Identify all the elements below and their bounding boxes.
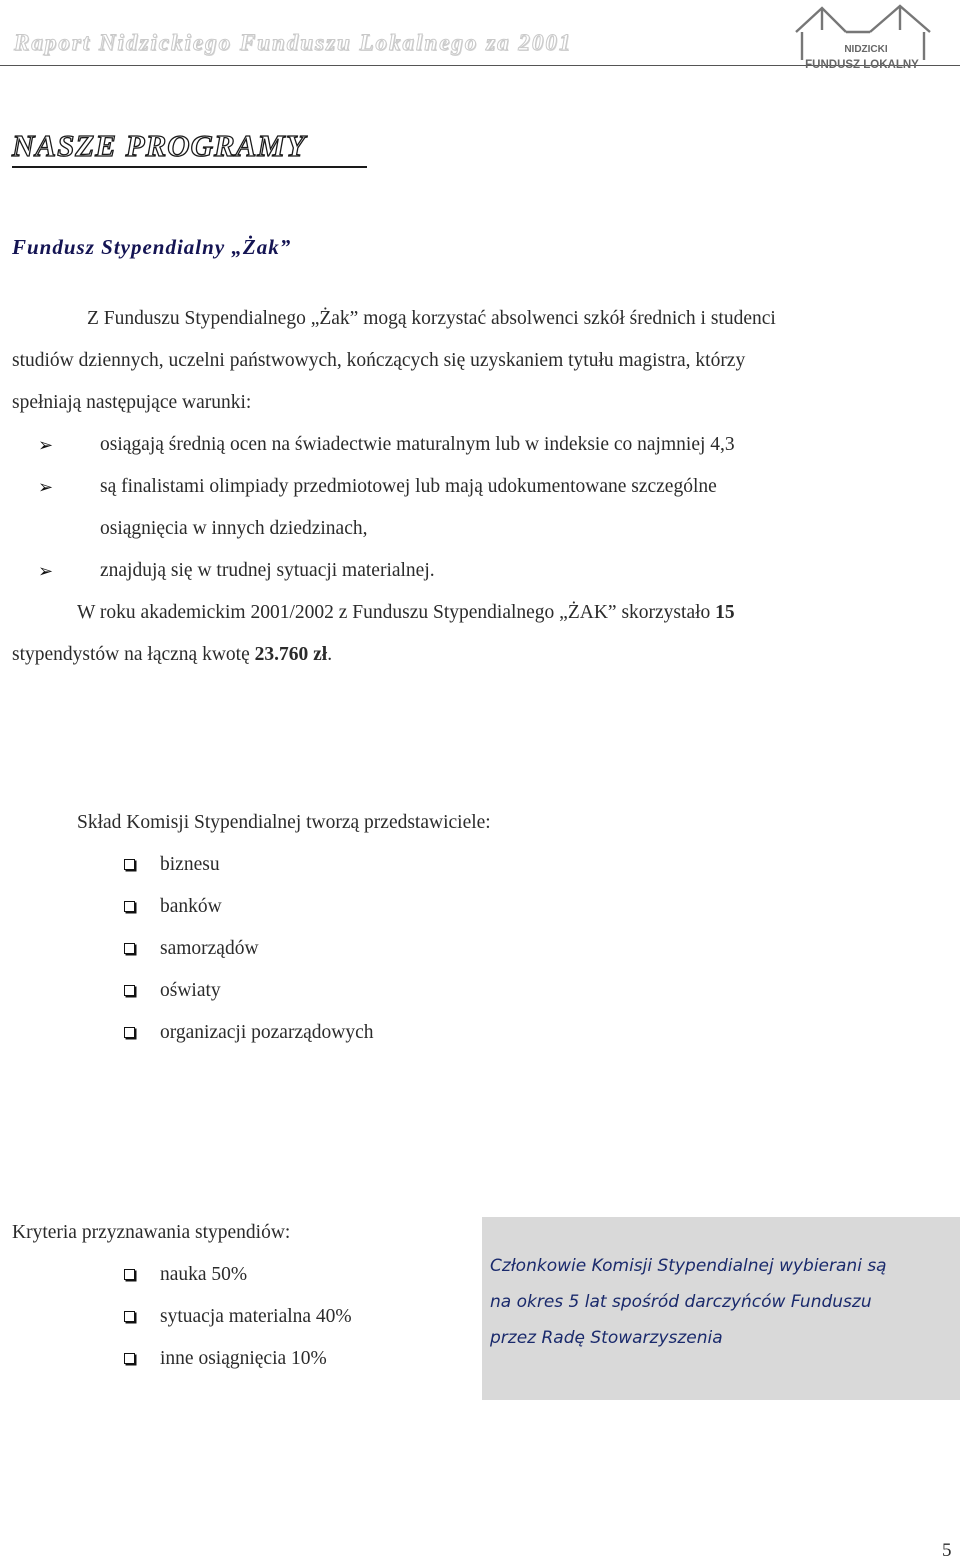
committee-heading: Skład Komisji Stypendialnej tworzą przedstawiciele:	[77, 812, 491, 833]
scholarship-count: 15	[715, 602, 735, 623]
section-title: NASZE PROGRAMY	[12, 128, 306, 163]
summary-text-2: stypendystów na łączną kwotę	[12, 644, 255, 665]
intro-line-3: spełniają następujące warunki:	[12, 392, 252, 413]
committee-item: biznesu	[160, 854, 220, 875]
logo-text-2: FUNDUSZ LOKALNY	[805, 59, 919, 70]
summary-line-2: stypendystów na łączną kwotę 23.760 zł.	[12, 644, 333, 665]
criteria-item: sytuacja materialna 40%	[160, 1306, 352, 1327]
committee-item: organizacji pozarządowych	[160, 1022, 374, 1043]
criteria-item: nauka 50%	[160, 1264, 248, 1285]
checkbox-bullet-icon	[124, 859, 135, 870]
checkbox-bullet-icon	[124, 901, 135, 912]
logo-text-1: NIDZICKI	[844, 44, 888, 55]
summary-line-1	[77, 592, 735, 634]
summary-text: W roku akademickim 2001/2002 z Funduszu Stypendialnego „ŻAK” skorzystało	[77, 602, 716, 623]
program-subtitle: Fundusz Stypendialny „Żak”	[12, 235, 292, 259]
condition-2-continued: osiągnięcia w innych dziedzinach,	[100, 518, 368, 539]
checkbox-bullet-icon	[124, 943, 135, 954]
section-title-underline	[12, 166, 367, 168]
condition-1: osiągają średnią ocen na świadectwie maturalnym lub w indeksie co najmniej 4,3	[100, 434, 735, 455]
checkbox-bullet-icon	[124, 1269, 135, 1280]
condition-3: znajdują się w trudnej sytuacji materialnej.	[100, 560, 435, 581]
checkbox-bullet-icon	[124, 1353, 135, 1364]
page-number: 5	[942, 1540, 952, 1561]
total-amount: 23.760 zł	[254, 644, 328, 665]
note-line-3: przez Radę Stowarzyszenia	[490, 1328, 723, 1348]
condition-2: są finalistami olimpiady przedmiotowej lub mają udokumentowane szczególne	[100, 476, 717, 497]
checkbox-bullet-icon	[124, 1311, 135, 1322]
logo-graphic	[790, 2, 935, 70]
fund-logo	[790, 2, 935, 70]
report-title: Raport Nidzickiego Funduszu Lokalnego za 2001	[14, 30, 573, 55]
checkbox-bullet-icon	[124, 1027, 135, 1038]
arrow-bullet-icon: ➢	[38, 435, 54, 455]
arrow-bullet-icon: ➢	[38, 561, 54, 581]
committee-item: banków	[160, 896, 222, 917]
intro-line-2: studiów dziennych, uczelni państwowych, kończących się uzyskaniem tytułu magistra, którzy	[12, 350, 746, 371]
committee-item: samorządów	[160, 938, 259, 959]
intro-line-1: Z Funduszu Stypendialnego „Żak” mogą korzystać absolwenci szkół średnich i studenci	[87, 308, 776, 329]
criteria-item: inne osiągnięcia 10%	[160, 1348, 327, 1369]
checkbox-bullet-icon	[124, 985, 135, 996]
note-line-2: na okres 5 lat spośród darczyńców Funduszu	[490, 1292, 872, 1312]
criteria-heading: Kryteria przyznawania stypendiów:	[12, 1222, 291, 1243]
arrow-bullet-icon: ➢	[38, 477, 54, 497]
note-line-1: Członkowie Komisji Stypendialnej wybierani są	[490, 1256, 887, 1276]
committee-item: oświaty	[160, 980, 221, 1001]
